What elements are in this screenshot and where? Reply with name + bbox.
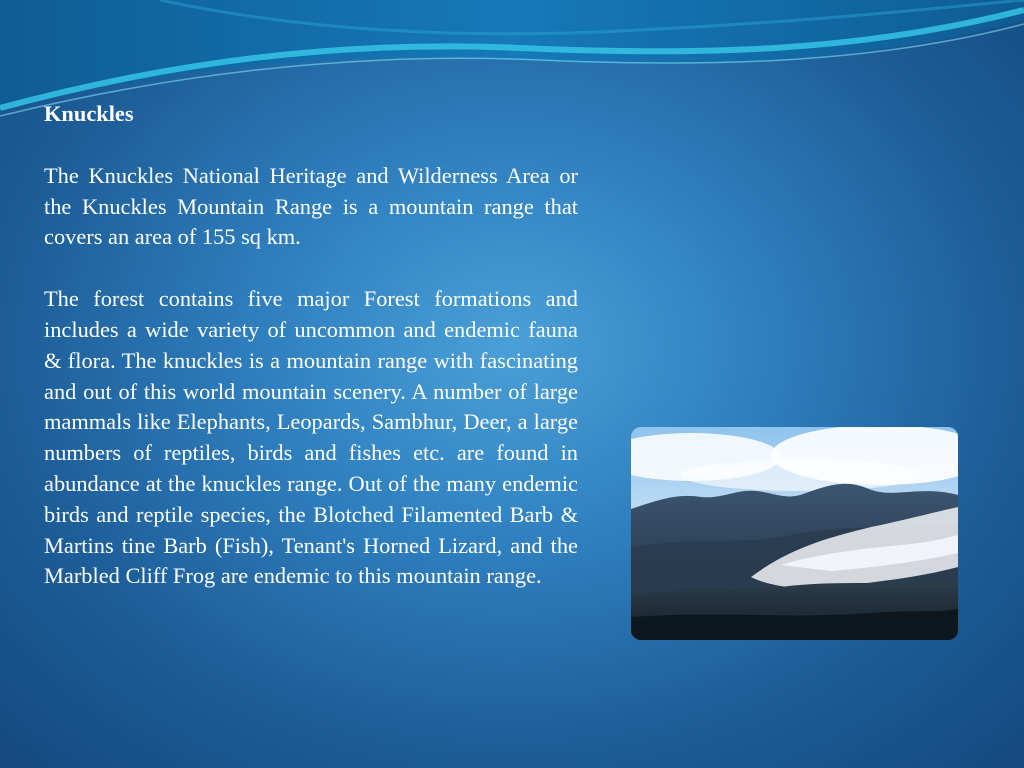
intro-paragraph: The Knuckles National Heritage and Wilderness Area or the Knuckles Mountain Range is a mountain range that covers an area of 155 sq km. <box>44 162 578 250</box>
slide-title: Knuckles <box>44 101 134 126</box>
forest-paragraph: The forest contains five major Forest formations and includes a wide variety of uncommon and endemic fauna & flora. The knuckles is a mountain range with fascinating and out of this world mountain scenery. A number of large mammals like Elephants, Leopards, Sambhur, Deer, a large numbers of reptiles, birds and fishes etc. are found in abundance at the knuckles range. Out of the many endemic birds and reptile species, the Blotched Filamented Barb & Martins tine Barb (Fish), Tenant's Horned Lizard, and the Marbled Cliff Frog are endemic to this mountain range. <box>44 286 578 589</box>
slide-text-body <box>44 99 578 592</box>
mountain-range-photo <box>631 427 958 640</box>
